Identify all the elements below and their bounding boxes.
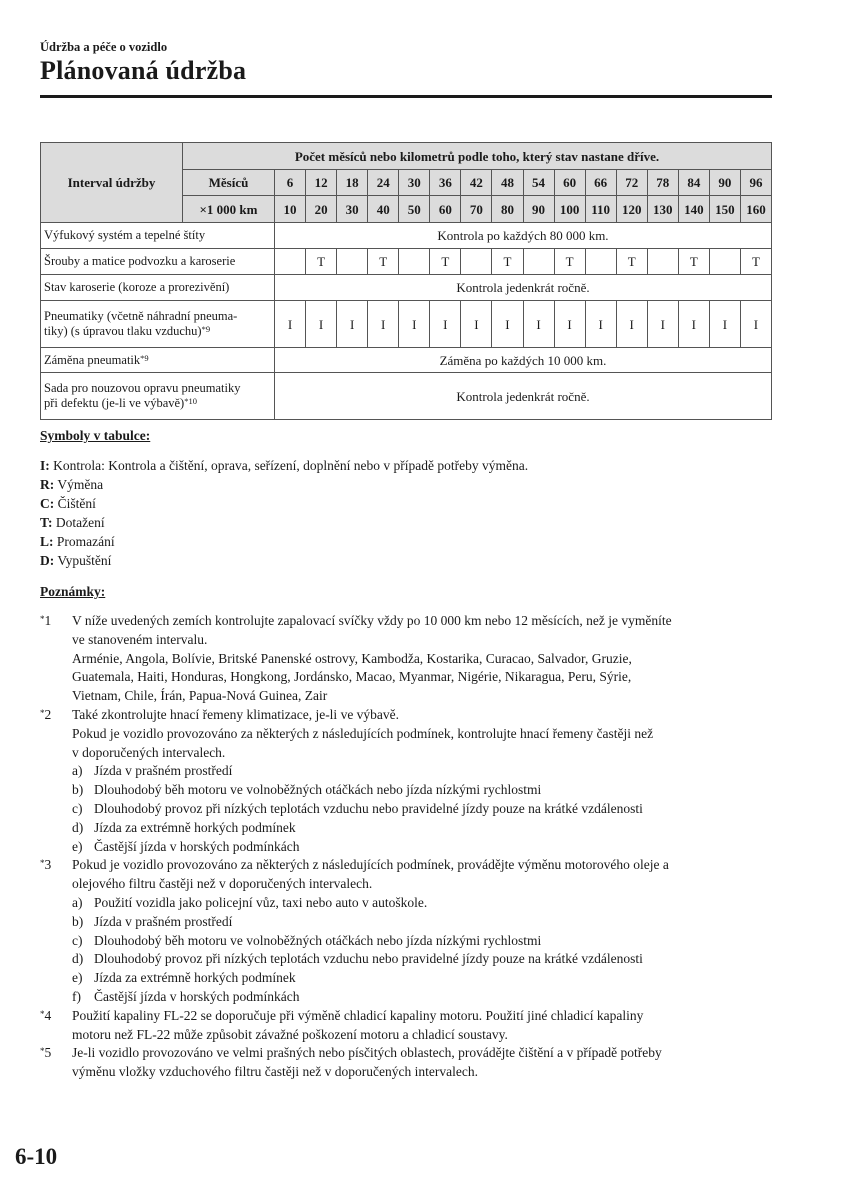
- km-cell: 60: [430, 196, 461, 223]
- month-cell: 18: [337, 170, 368, 196]
- month-cell: 90: [709, 170, 740, 196]
- legend-text: Čištění: [54, 495, 96, 511]
- legend-key: L:: [40, 533, 54, 549]
- schedule-cell: T: [306, 249, 337, 275]
- schedule-cell: I: [585, 301, 616, 348]
- month-cell: 36: [430, 170, 461, 196]
- km-cell: 90: [523, 196, 554, 223]
- schedule-cell: I: [399, 301, 430, 348]
- note-line: motoru než FL-22 může způsobit závažné poškození motoru a chladicí soustavy.: [72, 1026, 508, 1042]
- legend-key: I:: [40, 458, 50, 473]
- note-line: Pokud je vozidlo provozováno za některých z následujících podmínek, kontrolujte hnací řemeny častěji než: [72, 725, 654, 741]
- schedule-cell: T: [678, 249, 709, 275]
- row-label: [41, 301, 275, 348]
- footnote-5: [40, 1044, 775, 1082]
- month-cell: 24: [368, 170, 399, 196]
- month-cell: 48: [492, 170, 523, 196]
- schedule-cell: I: [275, 301, 306, 348]
- row-label-line: při defektu (je-li ve výbavě): [44, 396, 185, 410]
- legend-key: R:: [40, 476, 55, 492]
- table-caption-row: [41, 143, 772, 170]
- legend-item: [40, 476, 528, 495]
- schedule-cell: I: [461, 301, 492, 348]
- km-label: ×1 000 km: [183, 196, 275, 223]
- note-subitem: c) Dlouhodobý provoz při nízkých teplotách vzduchu nebo pravidelné jízdy pouze na krátké vzdálenosti: [72, 800, 643, 816]
- table-caption: Počet měsíců nebo kilometrů podle toho, který stav nastane dříve.: [183, 143, 772, 170]
- km-cell: 120: [616, 196, 647, 223]
- month-cell: 42: [461, 170, 492, 196]
- month-cell: 12: [306, 170, 337, 196]
- note-line: Guatemala, Haiti, Honduras, Hongkong, Jordánsko, Macao, Myanmar, Nigérie, Nikaragua, Peru, Sýrie,: [72, 669, 632, 685]
- footnote-3: [40, 856, 775, 1006]
- note-line: Je-li vozidlo provozováno ve velmi prašných nebo písčitých oblastech, provádějte čištění a v případě potřeby: [72, 1045, 662, 1061]
- km-cell: 100: [554, 196, 585, 223]
- note-subitem: e) Jízda za extrémně horkých podmínek: [72, 970, 296, 986]
- row-label: Šrouby a matice podvozku a karoserie: [41, 249, 275, 275]
- months-label: Měsíců: [183, 170, 275, 196]
- footnote-4: [40, 1007, 775, 1045]
- schedule-cell: I: [709, 301, 740, 348]
- km-cell: 40: [368, 196, 399, 223]
- row-label: [41, 348, 275, 373]
- schedule-cell: I: [678, 301, 709, 348]
- table-row: [41, 249, 772, 275]
- month-cell: 54: [523, 170, 554, 196]
- legend-text: Promazání: [53, 533, 115, 549]
- km-cell: 80: [492, 196, 523, 223]
- schedule-cell: I: [337, 301, 368, 348]
- table-row: [41, 348, 772, 373]
- legend-item: [40, 495, 528, 514]
- schedule-cell: [647, 249, 678, 275]
- schedule-cell: I: [554, 301, 585, 348]
- note-subitem: e) Častější jízda v horských podmínkách: [72, 838, 300, 854]
- month-cell: 60: [554, 170, 585, 196]
- schedule-cell: T: [430, 249, 461, 275]
- row-label: Stav karoserie (koroze a prorezivění): [41, 275, 275, 301]
- note-line: v doporučených intervalech.: [72, 744, 226, 760]
- maintenance-table: [40, 142, 772, 420]
- note-subitem: f) Častější jízda v horských podmínkách: [72, 988, 300, 1004]
- note-line: V níže uvedených zemích kontrolujte zapalovací svíčky vždy po 10 000 km nebo 12 měsících, než je vyměníte: [72, 613, 672, 628]
- schedule-cell: [461, 249, 492, 275]
- km-cell: 30: [337, 196, 368, 223]
- table-row: [41, 373, 772, 420]
- row-span-text: Záměna po každých 10 000 km.: [275, 348, 772, 373]
- schedule-cell: I: [430, 301, 461, 348]
- note-subitem: d) Jízda za extrémně horkých podmínek: [72, 819, 296, 835]
- km-cell: 50: [399, 196, 430, 223]
- schedule-cell: [523, 249, 554, 275]
- month-cell: 66: [585, 170, 616, 196]
- section-label: Údržba a péče o vozidlo: [40, 40, 168, 54]
- km-cell: 130: [647, 196, 678, 223]
- footnote-number: *4: [40, 1007, 52, 1023]
- footnote-number: *3: [40, 857, 52, 873]
- row-span-text: Kontrola jedenkrát ročně.: [275, 373, 772, 420]
- legend-item: [40, 514, 528, 533]
- km-cell: 10: [275, 196, 306, 223]
- row-label: [41, 373, 275, 420]
- row-span-text: Kontrola jedenkrát ročně.: [275, 275, 772, 301]
- legend-item: [40, 457, 528, 476]
- table-row: [41, 301, 772, 348]
- km-cell: 140: [678, 196, 709, 223]
- title-rule: [40, 95, 772, 98]
- schedule-cell: I: [306, 301, 337, 348]
- month-cell: 78: [647, 170, 678, 196]
- schedule-cell: [337, 249, 368, 275]
- table-row: [41, 275, 772, 301]
- schedule-cell: [709, 249, 740, 275]
- note-line: Použití kapaliny FL-22 se doporučuje při výměně chladicí kapaliny motoru. Použití jiné chladicí kapaliny: [72, 1007, 644, 1023]
- km-cell: 160: [740, 196, 771, 223]
- legend-text: Výměna: [54, 476, 104, 492]
- row-label: Výfukový systém a tepelné štíty: [41, 223, 275, 249]
- schedule-cell: I: [647, 301, 678, 348]
- schedule-cell: [275, 249, 306, 275]
- schedule-cell: T: [554, 249, 585, 275]
- page-title: Plánovaná údržba: [40, 56, 247, 85]
- footnote-number: *2: [40, 706, 52, 722]
- schedule-cell: I: [523, 301, 554, 348]
- month-cell: 84: [678, 170, 709, 196]
- row-span-text: Kontrola po každých 80 000 km.: [275, 223, 772, 249]
- note-subitem: d) Dlouhodobý provoz při nízkých teplotách vzduchu nebo pravidelné jízdy pouze na krátké vzdálenosti: [72, 951, 643, 967]
- note-line: Pokud je vozidlo provozováno za některých z následujících podmínek, provádějte výměnu motorového oleje a: [72, 857, 669, 873]
- legend-key: T:: [40, 514, 53, 530]
- note-line: Arménie, Angola, Bolívie, Britské Panenské ostrovy, Kambodža, Kostarika, Curacao, Salvador, Gruzie,: [72, 650, 632, 666]
- note-line: Také zkontrolujte hnací řemeny klimatizace, je-li ve výbavě.: [72, 706, 400, 722]
- month-cell: 96: [740, 170, 771, 196]
- table-row: [41, 223, 772, 249]
- km-cell: 150: [709, 196, 740, 223]
- footnote-ref: *9: [201, 324, 211, 334]
- schedule-cell: I: [368, 301, 399, 348]
- row-label-line: tiky) (s úpravou tlaku vzduchu): [44, 324, 202, 338]
- note-subitem: b) Jízda v prašném prostředí: [72, 913, 233, 929]
- note-subitem: c) Dlouhodobý běh motoru ve volnoběžných otáčkách nebo jízda nízkými rychlostmi: [72, 932, 542, 948]
- month-cell: 30: [399, 170, 430, 196]
- legend-key: D:: [40, 552, 55, 568]
- symbols-legend: [40, 457, 528, 570]
- schedule-cell: T: [616, 249, 647, 275]
- footnote-ref: *10: [184, 396, 197, 406]
- month-cell: 72: [616, 170, 647, 196]
- km-cell: 110: [585, 196, 616, 223]
- schedule-cell: [399, 249, 430, 275]
- legend-key: C:: [40, 495, 55, 511]
- page-number: 6-10: [15, 1144, 58, 1169]
- notes-list: [40, 612, 775, 1082]
- note-subitem: a) Jízda v prašném prostředí: [72, 763, 233, 779]
- interval-header: Interval údržby: [41, 143, 183, 223]
- note-subitem: a) Použití vozidla jako policejní vůz, taxi nebo auto v autoškole.: [72, 894, 428, 910]
- row-label-line: Sada pro nouzovou opravu pneumatiky: [44, 381, 241, 395]
- schedule-cell: T: [368, 249, 399, 275]
- legend-item: [40, 533, 528, 552]
- schedule-cell: T: [740, 249, 771, 275]
- note-line: ve stanoveném intervalu.: [72, 631, 208, 647]
- legend-text: Kontrola: Kontrola a čištění, oprava, seřízení, doplnění nebo v případě potřeby výměna.: [49, 458, 529, 473]
- symbols-heading: Symboly v tabulce:: [40, 428, 151, 443]
- row-label-text: Záměna pneumatik: [44, 352, 141, 367]
- footnote-number: *5: [40, 1045, 52, 1061]
- footnote-1: [40, 612, 775, 706]
- schedule-cell: [585, 249, 616, 275]
- footnote-2: [40, 706, 775, 856]
- legend-item: [40, 552, 528, 571]
- note-subitem: b) Dlouhodobý běh motoru ve volnoběžných otáčkách nebo jízda nízkými rychlostmi: [72, 782, 542, 798]
- footnote-number: *1: [40, 613, 52, 628]
- schedule-cell: I: [616, 301, 647, 348]
- legend-text: Vypuštění: [54, 552, 112, 568]
- month-cell: 6: [275, 170, 306, 196]
- note-line: výměnu vložky vzduchového filtru častěji než v doporučených intervalech.: [72, 1064, 478, 1080]
- note-line: olejového filtru častěji než v doporučených intervalech.: [72, 876, 373, 892]
- km-cell: 70: [461, 196, 492, 223]
- footnote-ref: *9: [140, 352, 149, 363]
- legend-text: Dotažení: [52, 514, 105, 530]
- schedule-cell: I: [740, 301, 771, 348]
- notes-heading: Poznámky:: [40, 584, 106, 599]
- schedule-cell: I: [492, 301, 523, 348]
- km-cell: 20: [306, 196, 337, 223]
- schedule-cell: T: [492, 249, 523, 275]
- note-line: Vietnam, Chile, Írán, Papua-Nová Guinea, Zair: [72, 688, 328, 704]
- row-label-line: Pneumatiky (včetně náhradní pneuma-: [44, 309, 238, 323]
